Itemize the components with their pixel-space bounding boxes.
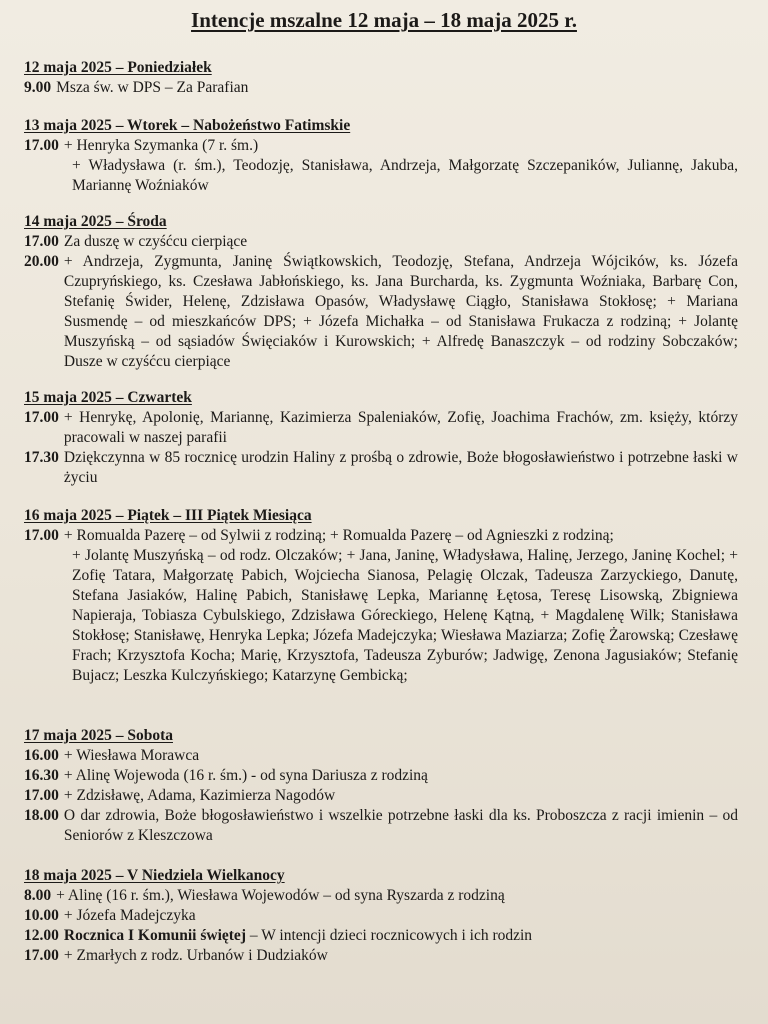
mass-time: 9.00 (24, 79, 52, 96)
day-section (24, 506, 738, 686)
intention-text: + Andrzeja, Zygmunta, Janinę Świątkowskich, Teodozję, Stefana, Andrzeja Wójcików, ks. Józefa Czupryńskiego, ks. Czesława Jabłońskiego, ks. Jana Burcharda, ks. Zygmunta Woźniaka, Barbarę Con, Stefanię Świder, Helenę, Zdzisława Opasów, Władysławę Ciągło, Stanisława Stokłosę; + Mariana Susmendę – od mieszkańców DPS; + Józefa Michałka – od Stanisława Frukacza z rodziną; + Jolantę Muszyńską – od sąsiadów Święciaków i Kurowskich; + Alfredę Banaszczyk – od rodziny Sobczaków; Dusze w czyśćcu cierpiące (63, 253, 738, 370)
intention-entry (24, 886, 738, 906)
page-title: Intencje mszalne 12 maja – 18 maja 2025 r. (191, 8, 577, 32)
intention-text: + Józefa Madejczyka (63, 907, 196, 924)
mass-time: 17.00 (24, 233, 59, 250)
intention-text: Za duszę w czyśćcu cierpiące (63, 233, 248, 250)
intention-text: + Zdzisławę, Adama, Kazimierza Nagodów (63, 787, 336, 804)
day-header: 18 maja 2025 – V Niedziela Wielkanocy (24, 867, 285, 884)
mass-time: 20.00 (24, 253, 59, 270)
intention-text: + Zmarłych z rodz. Urbanów i Dudziaków (63, 947, 328, 964)
day-header: 14 maja 2025 – Środa (24, 213, 167, 230)
intention-entry (24, 786, 738, 806)
mass-time: 17.00 (24, 787, 59, 804)
intention-entry (24, 252, 738, 372)
mass-time: 16.00 (24, 747, 59, 764)
mass-time: 12.00 (24, 927, 59, 944)
mass-time: 16.30 (24, 767, 59, 784)
intention-text: + Alinę (16 r. śm.), Wiesława Wojewodów – od syna Ryszarda z rodziną (56, 887, 505, 904)
intention-text: + Alinę Wojewoda (16 r. śm.) - od syna Dariusza z rodziną (63, 767, 428, 784)
intention-entry (24, 408, 738, 448)
intention-entry (24, 906, 738, 926)
intention-entry (24, 946, 738, 966)
intention-text (59, 926, 738, 946)
event-title: Rocznica I Komunii świętej (63, 927, 246, 944)
intention-entry (24, 136, 738, 156)
intention-entry (24, 806, 738, 846)
mass-time: 18.00 (24, 807, 59, 824)
mass-time: 17.00 (24, 947, 59, 964)
day-section (24, 58, 738, 98)
day-section (24, 866, 738, 966)
day-header: 12 maja 2025 – Poniedziałek (24, 59, 212, 76)
intention-detail: – W intencji dzieci rocznicowych i ich rodzin (245, 927, 533, 944)
mass-time: 10.00 (24, 907, 59, 924)
intention-entry (24, 78, 738, 98)
intention-text: + Jolantę Muszyńską – od rodz. Olczaków; + Jana, Janinę, Władysława, Halinę, Jerzego, Janinę Kochel; + Zofię Tatara, Małgorzatę Pabich, Wojciecha Sianosa, Pelagię Olczak, Tadeusza Zarzyckiego, Danutę, Stefana Jasiaków, Halinę Pabich, Stanisławę Lepka, Mariannę Łętosa, Teresę Lisowską, Zbigniewa Napieraja, Tobiasza Cybulskiego, Zdzisława Góreckiego, Helenę Kątną, + Magdalenę Wilk; Stanisława Stokłosę; Stanisławę, Henryka Lepka; Józefa Madejczyka; Wiesława Maziarza; Zofię Żarowską; Czesławę Frach; Krzysztofa Kocha; Marię, Krzysztofa, Tadeusza Zyburów; Jadwigę, Zenona Jagusiaków; Stefanię Bujacz; Leszka Kulczyńskiego; Katarzynę Gembicką; (72, 547, 738, 684)
intention-text: Msza św. w DPS – Za Parafian (56, 79, 249, 96)
mass-time: 17.00 (24, 409, 59, 426)
mass-time: 17.00 (24, 137, 59, 154)
mass-time: 8.00 (24, 887, 52, 904)
intention-text: O dar zdrowia, Boże błogosławieństwo i wszelkie potrzebne łaski dla ks. Proboszcza z racji imienin – od Seniorów z Kleszczowa (63, 807, 738, 844)
mass-time: 17.30 (24, 449, 59, 466)
day-section (24, 726, 738, 846)
intention-text: + Henryka Szymanka (7 r. śm.) (63, 137, 259, 154)
day-section (24, 388, 738, 488)
intention-entry (24, 926, 738, 946)
intention-text: + Wiesława Morawca (63, 747, 200, 764)
day-section (24, 116, 738, 196)
intention-entry (24, 766, 738, 786)
intention-text: + Władysława (r. śm.), Teodozję, Stanisława, Andrzeja, Małgorzatę Szczepaników, Juliannę, Jakuba, Mariannę Woźniaków (72, 157, 738, 194)
intention-entry (24, 156, 738, 196)
day-section (24, 212, 738, 372)
intention-text: Dziękczynna w 85 rocznicę urodzin Haliny z prośbą o zdrowie, Boże błogosławieństwo i potrzebne łaski w życiu (63, 449, 738, 486)
intention-text: + Romualda Pazerę – od Sylwii z rodziną; + Romualda Pazerę – od Agnieszki z rodziną; (63, 527, 614, 544)
intention-text: + Henrykę, Apolonię, Mariannę, Kazimierza Spaleniaków, Zofię, Joachima Frachów, zm. księży, którzy pracowali w naszej parafii (63, 409, 738, 446)
intention-entry (24, 746, 738, 766)
intention-entry (24, 546, 738, 686)
day-header: 17 maja 2025 – Sobota (24, 727, 173, 744)
intention-entry (24, 526, 738, 546)
day-header: 13 maja 2025 – Wtorek – Nabożeństwo Fatimskie (24, 117, 351, 134)
mass-time: 17.00 (24, 527, 59, 544)
day-header: 16 maja 2025 – Piątek – III Piątek Miesiąca (24, 507, 312, 524)
day-header: 15 maja 2025 – Czwartek (24, 389, 192, 406)
intention-entry (24, 448, 738, 488)
intention-entry (24, 232, 738, 252)
